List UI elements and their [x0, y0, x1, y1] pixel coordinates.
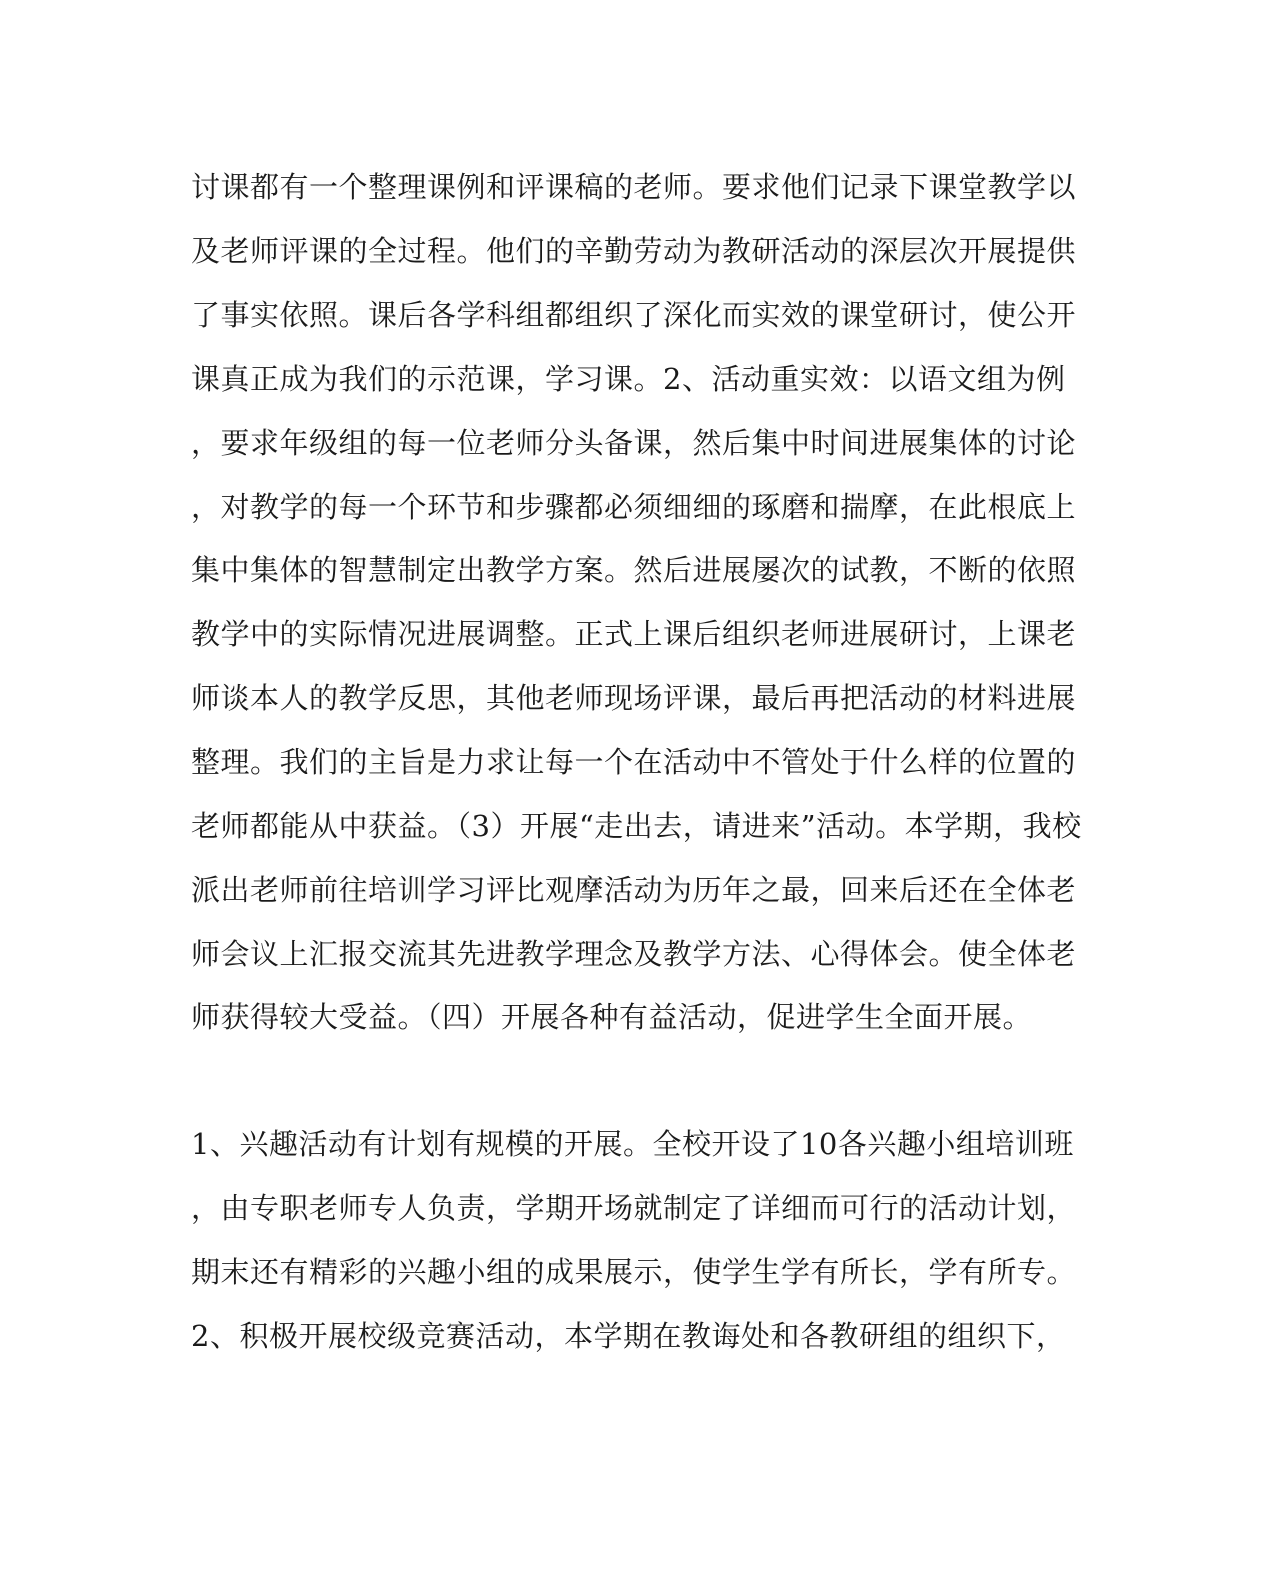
- paragraph-1-line-3: 了事实依照。课后各学科组都组织了深化而实效的课堂研讨，使公开: [191, 298, 1077, 332]
- paragraph-1-line-7: 集中集体的智慧制定出教学方案。然后进展屡次的试教，不断的依照: [191, 553, 1077, 587]
- paragraph-2-line-1: 1、兴趣活动有计划有规模的开展。全校开设了10各兴趣小组培训班: [191, 1127, 1074, 1161]
- paragraph-1-line-6: ，对教学的每一个环节和步骤都必须细细的琢磨和揣摩，在此根底上: [191, 490, 1077, 524]
- paragraph-1-line-14: 师获得较大受益。（四）开展各种有益活动，促进学生全面开展。: [191, 1000, 1033, 1034]
- paragraph-1-line-9: 师谈本人的教学反思，其他老师现场评课，最后再把活动的材料进展: [191, 681, 1077, 715]
- paragraph-1-line-11: 老师都能从中获益。（3）开展“走出去，请进来”活动。本学期，我校: [191, 809, 1082, 843]
- paragraph-1-line-13: 师会议上汇报交流其先进教学理念及教学方法、心得体会。使全体老: [191, 937, 1077, 971]
- paragraph-1-line-8: 教学中的实际情况进展调整。正式上课后组织老师进展研讨，上课老: [191, 617, 1077, 651]
- paragraph-2-line-4: 2、积极开展校级竞赛活动，本学期在教诲处和各教研组的组织下，: [191, 1319, 1066, 1353]
- paragraph-1-line-5: ，要求年级组的每一位老师分头备课，然后集中时间进展集体的讨论: [191, 426, 1077, 460]
- paragraph-1-line-4: 课真正成为我们的示范课，学习课。2、活动重实效：以语文组为例: [191, 362, 1066, 396]
- paragraph-2-line-2: ，由专职老师专人负责，学期开场就制定了详细而可行的活动计划，: [191, 1191, 1077, 1225]
- paragraph-1-line-2: 及老师评课的全过程。他们的辛勤劳动为教研活动的深层次开展提供: [191, 234, 1077, 268]
- paragraph-1-line-12: 派出老师前往培训学习评比观摩活动为历年之最，回来后还在全体老: [191, 873, 1077, 907]
- paragraph-1-line-10: 整理。我们的主旨是力求让每一个在活动中不管处于什么样的位置的: [191, 745, 1077, 779]
- paragraph-2-line-3: 期末还有精彩的兴趣小组的成果展示，使学生学有所长，学有所专。: [191, 1255, 1077, 1289]
- paragraph-1-line-1: 讨课都有一个整理课例和评课稿的老师。要求他们记录下课堂教学以: [191, 170, 1077, 204]
